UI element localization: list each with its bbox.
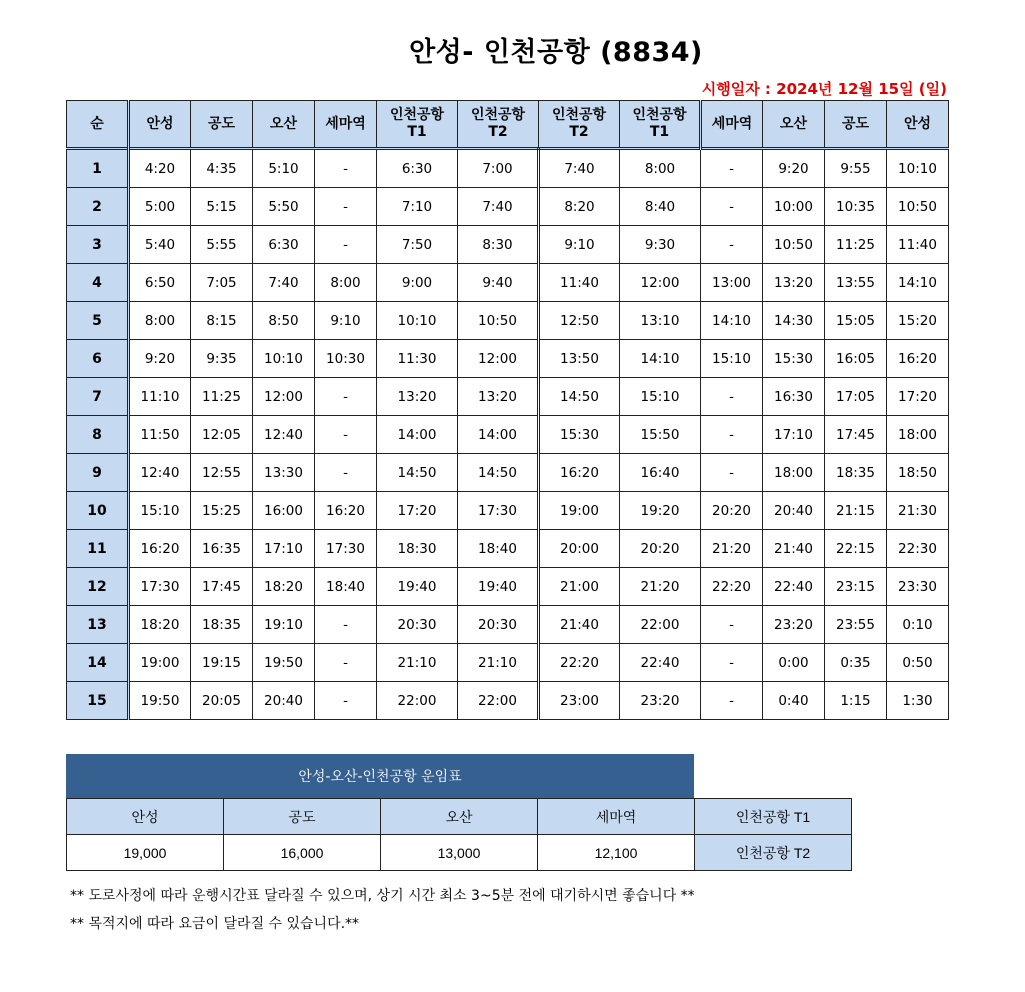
time-cell: 20:30	[458, 606, 539, 644]
time-cell: 9:10	[539, 226, 620, 264]
time-cell: 8:50	[253, 302, 315, 340]
time-cell: 8:15	[191, 302, 253, 340]
time-cell: 11:25	[191, 378, 253, 416]
row-number: 12	[67, 568, 129, 606]
time-cell: 9:20	[763, 149, 825, 188]
time-cell: 9:20	[129, 340, 191, 378]
effective-date: 시행일자 : 2024년 12월 15일 (일)	[701, 80, 947, 98]
time-cell: 10:10	[887, 149, 949, 188]
time-cell: 9:55	[825, 149, 887, 188]
header-label: 순	[90, 115, 104, 132]
time-cell: 18:20	[253, 568, 315, 606]
table-row	[67, 340, 949, 378]
time-cell: 15:10	[129, 492, 191, 530]
table-row	[67, 568, 949, 606]
note-line: ** 도로사정에 따라 운행시간표 달라질 수 있으며, 상기 시간 최소 3~5분 전에 대기하시면 좋습니다 **	[70, 888, 695, 904]
time-cell: 5:10	[253, 149, 315, 188]
header-label: 공도	[841, 115, 870, 132]
time-cell: 4:20	[129, 149, 191, 188]
time-cell: -	[701, 606, 763, 644]
row-number: 1	[67, 149, 129, 188]
time-cell: 18:35	[825, 454, 887, 492]
time-cell: 15:10	[620, 378, 701, 416]
fare-header-cell: 공도	[224, 799, 381, 835]
time-cell: -	[701, 644, 763, 682]
time-cell: 19:15	[191, 644, 253, 682]
timetable-header-cell	[253, 101, 315, 149]
row-number: 8	[67, 416, 129, 454]
table-row	[67, 188, 949, 226]
time-cell: 16:00	[253, 492, 315, 530]
timetable-header-cell	[129, 101, 191, 149]
time-cell: 12:40	[253, 416, 315, 454]
time-cell: 9:35	[191, 340, 253, 378]
time-cell: 16:35	[191, 530, 253, 568]
fare-header-cell: 세마역	[538, 799, 695, 835]
time-cell: 19:00	[129, 644, 191, 682]
time-cell: 17:45	[825, 416, 887, 454]
time-cell: 0:10	[887, 606, 949, 644]
time-cell: 21:00	[539, 568, 620, 606]
page-title: 안성- 인천공항 (8834)	[409, 37, 703, 68]
time-cell: 14:50	[377, 454, 458, 492]
time-cell: 12:55	[191, 454, 253, 492]
time-cell: 7:50	[377, 226, 458, 264]
time-cell: 13:20	[377, 378, 458, 416]
time-cell: 5:00	[129, 188, 191, 226]
time-cell: 13:50	[539, 340, 620, 378]
time-cell: 21:40	[539, 606, 620, 644]
time-cell: 16:05	[825, 340, 887, 378]
header-label: 인천공항	[632, 107, 687, 123]
timetable-header-cell	[377, 101, 458, 149]
time-cell: 0:35	[825, 644, 887, 682]
time-cell: 15:30	[539, 416, 620, 454]
time-cell: 8:40	[620, 188, 701, 226]
time-cell: 7:40	[253, 264, 315, 302]
time-cell: 22:20	[701, 568, 763, 606]
time-cell: 13:55	[825, 264, 887, 302]
time-cell: 18:00	[763, 454, 825, 492]
time-cell: -	[701, 188, 763, 226]
time-cell: 13:30	[253, 454, 315, 492]
time-cell: 6:50	[129, 264, 191, 302]
time-cell: 10:10	[253, 340, 315, 378]
time-cell: -	[315, 454, 377, 492]
time-cell: -	[701, 149, 763, 188]
time-cell: 18:30	[377, 530, 458, 568]
time-cell: 22:15	[825, 530, 887, 568]
time-cell: 16:30	[763, 378, 825, 416]
time-cell: 22:20	[539, 644, 620, 682]
timetable-header-cell	[887, 101, 949, 149]
fare-value-cell: 16,000	[224, 835, 381, 871]
row-number: 15	[67, 682, 129, 720]
time-cell: 15:20	[887, 302, 949, 340]
time-cell: 16:40	[620, 454, 701, 492]
time-cell: 20:40	[253, 682, 315, 720]
header-label: 오산	[269, 115, 298, 132]
time-cell: 14:10	[887, 264, 949, 302]
time-cell: 10:30	[315, 340, 377, 378]
time-cell: 16:20	[315, 492, 377, 530]
header-label: 공도	[207, 115, 236, 132]
time-cell: 10:50	[887, 188, 949, 226]
time-cell: 20:20	[701, 492, 763, 530]
time-cell: 15:10	[701, 340, 763, 378]
time-cell: 8:30	[458, 226, 539, 264]
timetable-header-cell	[315, 101, 377, 149]
timetable-header-cell	[763, 101, 825, 149]
fare-value-cell: 12,100	[538, 835, 695, 871]
time-cell: 18:40	[315, 568, 377, 606]
time-cell: -	[701, 454, 763, 492]
time-cell: 12:00	[620, 264, 701, 302]
time-cell: 18:35	[191, 606, 253, 644]
table-row	[67, 378, 949, 416]
header-label: 세마역	[325, 115, 366, 132]
table-row	[67, 149, 949, 188]
time-cell: 21:15	[825, 492, 887, 530]
time-cell: 11:25	[825, 226, 887, 264]
timetable-header-cell	[539, 101, 620, 149]
time-cell: -	[315, 188, 377, 226]
time-cell: 23:20	[620, 682, 701, 720]
time-cell: 0:50	[887, 644, 949, 682]
time-cell: 15:50	[620, 416, 701, 454]
time-cell: 22:00	[377, 682, 458, 720]
row-number: 14	[67, 644, 129, 682]
time-cell: 7:10	[377, 188, 458, 226]
time-cell: 21:40	[763, 530, 825, 568]
time-cell: 14:50	[458, 454, 539, 492]
fare-table	[66, 798, 852, 871]
timetable-header-row	[67, 101, 949, 149]
timetable-header-cell	[67, 101, 129, 149]
time-cell: -	[315, 416, 377, 454]
time-cell: 12:50	[539, 302, 620, 340]
time-cell: 8:00	[620, 149, 701, 188]
time-cell: 17:10	[763, 416, 825, 454]
fare-header-row	[67, 799, 852, 835]
time-cell: 17:10	[253, 530, 315, 568]
time-cell: 20:40	[763, 492, 825, 530]
time-cell: 19:40	[377, 568, 458, 606]
time-cell: 10:50	[763, 226, 825, 264]
time-cell: 11:30	[377, 340, 458, 378]
time-cell: 7:40	[458, 188, 539, 226]
row-number: 4	[67, 264, 129, 302]
time-cell: 21:10	[377, 644, 458, 682]
time-cell: 17:30	[315, 530, 377, 568]
time-cell: 6:30	[377, 149, 458, 188]
time-cell: 19:00	[539, 492, 620, 530]
time-cell: -	[701, 416, 763, 454]
time-cell: 14:30	[763, 302, 825, 340]
table-row	[67, 302, 949, 340]
time-cell: 12:40	[129, 454, 191, 492]
header-label: T1	[407, 124, 427, 140]
time-cell: 7:05	[191, 264, 253, 302]
fare-value-cell: 13,000	[381, 835, 538, 871]
time-cell: 9:30	[620, 226, 701, 264]
time-cell: 14:10	[701, 302, 763, 340]
table-row	[67, 226, 949, 264]
time-cell: 14:00	[458, 416, 539, 454]
time-cell: 8:00	[129, 302, 191, 340]
time-cell: 4:35	[191, 149, 253, 188]
timetable-header-cell	[620, 101, 701, 149]
time-cell: 20:30	[377, 606, 458, 644]
header-label: 안성	[146, 115, 174, 132]
time-cell: 22:00	[620, 606, 701, 644]
fare-table-title: 안성-오산-인천공항 운임표	[66, 754, 694, 798]
time-cell: 17:05	[825, 378, 887, 416]
header-label: T2	[488, 124, 508, 140]
time-cell: 21:20	[701, 530, 763, 568]
time-cell: 23:20	[763, 606, 825, 644]
time-cell: 16:20	[887, 340, 949, 378]
time-cell: -	[315, 149, 377, 188]
time-cell: 14:00	[377, 416, 458, 454]
time-cell: 20:05	[191, 682, 253, 720]
time-cell: 17:30	[458, 492, 539, 530]
time-cell: -	[701, 682, 763, 720]
time-cell: 21:10	[458, 644, 539, 682]
time-cell: -	[315, 606, 377, 644]
time-cell: 20:20	[620, 530, 701, 568]
time-cell: 12:05	[191, 416, 253, 454]
time-cell: 9:40	[458, 264, 539, 302]
time-cell: 16:20	[129, 530, 191, 568]
time-cell: 21:20	[620, 568, 701, 606]
fare-header-cell: 인천공항 T2	[695, 835, 852, 871]
table-row	[67, 530, 949, 568]
time-cell: 8:00	[315, 264, 377, 302]
row-number: 5	[67, 302, 129, 340]
time-cell: 5:55	[191, 226, 253, 264]
header-label: 세마역	[711, 115, 753, 132]
timetable-header-cell	[825, 101, 887, 149]
time-cell: 22:00	[458, 682, 539, 720]
fare-value-row	[67, 835, 852, 871]
time-cell: 19:50	[253, 644, 315, 682]
time-cell: 15:30	[763, 340, 825, 378]
timetable	[66, 100, 949, 720]
time-cell: 0:00	[763, 644, 825, 682]
time-cell: 13:20	[458, 378, 539, 416]
time-cell: -	[315, 644, 377, 682]
time-cell: 19:40	[458, 568, 539, 606]
time-cell: 5:15	[191, 188, 253, 226]
fare-header-cell: 안성	[67, 799, 224, 835]
table-row	[67, 264, 949, 302]
time-cell: 11:40	[887, 226, 949, 264]
header-label: 인천공항	[551, 107, 607, 123]
time-cell: 21:30	[887, 492, 949, 530]
fare-value-cell: 19,000	[67, 835, 224, 871]
time-cell: 5:40	[129, 226, 191, 264]
time-cell: 13:00	[701, 264, 763, 302]
time-cell: 14:10	[620, 340, 701, 378]
time-cell: 9:00	[377, 264, 458, 302]
time-cell: 19:20	[620, 492, 701, 530]
time-cell: 13:20	[763, 264, 825, 302]
time-cell: 19:10	[253, 606, 315, 644]
time-cell: 12:00	[458, 340, 539, 378]
time-cell: 7:40	[539, 149, 620, 188]
time-cell: 20:00	[539, 530, 620, 568]
time-cell: 17:45	[191, 568, 253, 606]
time-cell: 23:30	[887, 568, 949, 606]
time-cell: 14:50	[539, 378, 620, 416]
table-row	[67, 492, 949, 530]
time-cell: 17:30	[129, 568, 191, 606]
time-cell: 17:20	[377, 492, 458, 530]
time-cell: 18:50	[887, 454, 949, 492]
time-cell: 16:20	[539, 454, 620, 492]
table-row	[67, 454, 949, 492]
header-label: 오산	[779, 115, 808, 132]
note-line: ** 목적지에 따라 요금이 달라질 수 있습니다.**	[70, 916, 360, 932]
fare-header-cell: 오산	[381, 799, 538, 835]
time-cell: -	[315, 378, 377, 416]
time-cell: 18:40	[458, 530, 539, 568]
row-number: 2	[67, 188, 129, 226]
time-cell: 22:40	[763, 568, 825, 606]
time-cell: -	[701, 378, 763, 416]
timetable-header-cell	[458, 101, 539, 149]
row-number: 3	[67, 226, 129, 264]
time-cell: 23:00	[539, 682, 620, 720]
time-cell: 15:25	[191, 492, 253, 530]
time-cell: 1:15	[825, 682, 887, 720]
time-cell: 11:40	[539, 264, 620, 302]
time-cell: 23:55	[825, 606, 887, 644]
row-number: 10	[67, 492, 129, 530]
timetable-header-cell	[191, 101, 253, 149]
header-label: T1	[649, 124, 670, 140]
header-label: 인천공항	[389, 107, 445, 123]
time-cell: 0:40	[763, 682, 825, 720]
time-cell: 12:00	[253, 378, 315, 416]
time-cell: 10:10	[377, 302, 458, 340]
header-label: T2	[569, 124, 589, 140]
time-cell: 6:30	[253, 226, 315, 264]
time-cell: -	[315, 226, 377, 264]
time-cell: 9:10	[315, 302, 377, 340]
row-number: 6	[67, 340, 129, 378]
fare-header-cell: 인천공항 T1	[695, 799, 852, 835]
time-cell: 10:35	[825, 188, 887, 226]
row-number: 9	[67, 454, 129, 492]
time-cell: 13:10	[620, 302, 701, 340]
time-cell: -	[701, 226, 763, 264]
time-cell: 23:15	[825, 568, 887, 606]
timetable-header-cell	[701, 101, 763, 149]
header-label: 인천공항	[470, 107, 526, 123]
time-cell: 15:05	[825, 302, 887, 340]
header-label: 안성	[903, 115, 932, 132]
row-number: 13	[67, 606, 129, 644]
row-number: 7	[67, 378, 129, 416]
time-cell: 19:50	[129, 682, 191, 720]
time-cell: 17:20	[887, 378, 949, 416]
time-cell: 5:50	[253, 188, 315, 226]
time-cell: 22:40	[620, 644, 701, 682]
row-number: 11	[67, 530, 129, 568]
time-cell: 10:00	[763, 188, 825, 226]
table-row	[67, 606, 949, 644]
time-cell: 1:30	[887, 682, 949, 720]
table-row	[67, 416, 949, 454]
time-cell: 10:50	[458, 302, 539, 340]
time-cell: 8:20	[539, 188, 620, 226]
time-cell: 22:30	[887, 530, 949, 568]
time-cell: -	[315, 682, 377, 720]
notes	[70, 882, 695, 938]
time-cell: 18:20	[129, 606, 191, 644]
table-row	[67, 644, 949, 682]
time-cell: 18:00	[887, 416, 949, 454]
time-cell: 11:50	[129, 416, 191, 454]
time-cell: 7:00	[458, 149, 539, 188]
table-row	[67, 682, 949, 720]
time-cell: 11:10	[129, 378, 191, 416]
